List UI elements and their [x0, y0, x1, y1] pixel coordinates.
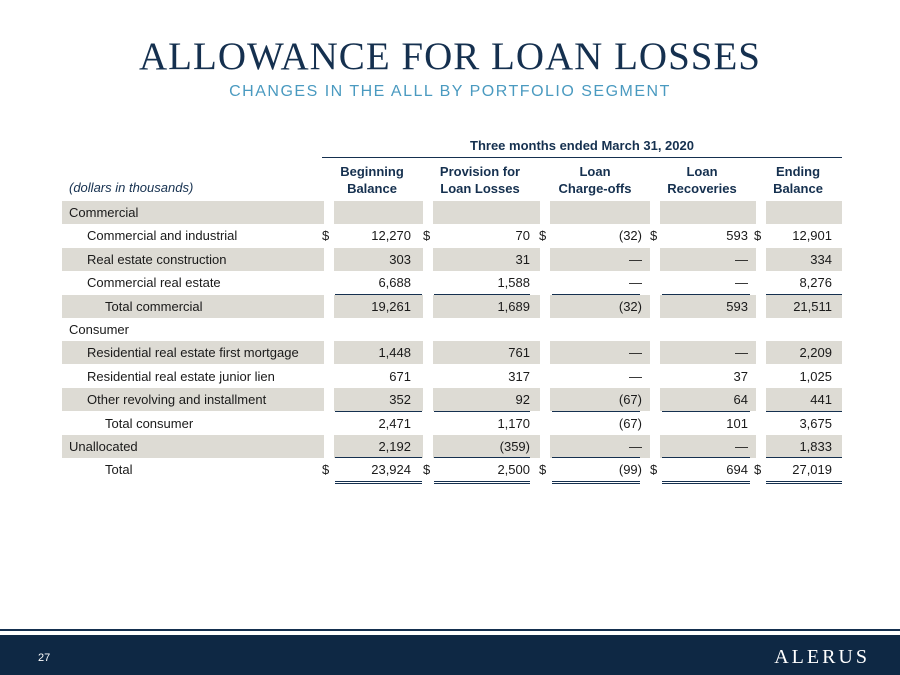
value-cell: 1,833 [799, 439, 832, 454]
subtotal-rule [335, 294, 422, 295]
value-cell: 761 [508, 345, 530, 361]
row-label: Unallocated [69, 439, 138, 454]
col-header-line1: Loan [579, 164, 611, 179]
total-double-rule [552, 481, 640, 484]
column-gap [650, 295, 660, 318]
total-double-rule [766, 481, 842, 484]
value-cell: — [735, 251, 748, 267]
table-row [62, 388, 842, 411]
table-row [62, 318, 842, 341]
value-cell: 64 [733, 392, 748, 408]
table-row [62, 224, 842, 247]
table-row [62, 295, 842, 318]
dollar-sign: $ [322, 228, 330, 244]
value-cell: 1,588 [497, 275, 530, 291]
value-cell: 70 [515, 228, 530, 244]
value-cell: 1,025 [799, 368, 832, 384]
column-gap [423, 388, 433, 411]
value-cell: 1,689 [497, 298, 530, 314]
value-cell: — [735, 439, 748, 454]
column-gap [423, 435, 433, 458]
value-cell: 694 [726, 462, 748, 478]
dollar-sign: $ [754, 228, 762, 244]
table-row [62, 435, 842, 458]
dollar-sign: $ [539, 462, 547, 478]
value-cell: (32) [618, 228, 642, 244]
col-header-line1: Loan [686, 164, 718, 179]
table-row [62, 271, 842, 294]
col-header-line2: Loan Losses [440, 181, 520, 196]
footer-rule [0, 629, 900, 631]
column-gap [650, 201, 660, 224]
table-row [62, 458, 842, 481]
col-header-line2: Charge-offs [558, 181, 632, 196]
row-label: Residential real estate first mortgage [87, 345, 299, 361]
value-cell: 101 [726, 415, 748, 431]
subtotal-rule [552, 457, 640, 458]
value-cell: — [629, 368, 642, 384]
table-row [62, 365, 842, 388]
table-row [62, 201, 842, 224]
column-gap [650, 341, 660, 364]
alerus-logo: ALERUS [774, 646, 870, 668]
column-gap [423, 341, 433, 364]
column-gap [324, 201, 334, 224]
dollar-sign: $ [650, 462, 658, 478]
col-header-line1: Beginning [340, 164, 404, 179]
dollar-sign: $ [423, 228, 431, 244]
value-cell: 12,901 [792, 228, 832, 244]
subtotal-rule [766, 457, 842, 458]
row-label: Residential real estate junior lien [87, 368, 275, 384]
page-title: ALLOWANCE FOR LOAN LOSSES [139, 35, 761, 78]
subtotal-rule [662, 457, 750, 458]
col-header-line1: Ending [775, 164, 821, 179]
subtotal-rule [662, 411, 750, 412]
value-cell: 303 [389, 251, 411, 267]
row-label: Total [105, 462, 133, 478]
value-cell: 671 [389, 368, 411, 384]
total-double-rule [335, 481, 422, 484]
row-label: Commercial [69, 205, 139, 220]
table-row [62, 412, 842, 435]
subtotal-rule [766, 294, 842, 295]
dollar-sign: $ [539, 228, 547, 244]
value-cell: 1,448 [378, 345, 411, 361]
column-gap [423, 248, 433, 271]
value-cell: — [735, 345, 748, 361]
subtotal-rule [434, 294, 530, 295]
value-cell: 593 [726, 228, 748, 244]
table-row [62, 248, 842, 271]
value-cell: — [629, 439, 642, 454]
value-cell: 593 [726, 298, 748, 314]
value-cell: — [735, 275, 748, 291]
dollar-sign: $ [322, 462, 330, 478]
row-label: Other revolving and installment [87, 392, 267, 408]
subtotal-rule [434, 457, 530, 458]
col-header-charge-offs [545, 163, 645, 197]
footer-bar [0, 635, 900, 675]
column-gap [540, 435, 550, 458]
value-cell: 27,019 [792, 462, 832, 478]
col-header-recoveries [652, 163, 752, 197]
value-cell: 19,261 [371, 298, 411, 314]
row-label: Commercial real estate [87, 275, 221, 291]
value-cell: 2,500 [497, 462, 530, 478]
column-gap [540, 295, 550, 318]
column-gap [756, 201, 766, 224]
value-cell: 317 [508, 368, 530, 384]
row-label: Commercial and industrial [87, 228, 238, 244]
subtotal-rule [335, 457, 422, 458]
dollar-sign: $ [650, 228, 658, 244]
page-number: 27 [38, 652, 51, 664]
table-row [62, 341, 842, 364]
page-subtitle: CHANGES IN THE ALLL BY PORTFOLIO SEGMENT [229, 83, 671, 100]
value-cell: 12,270 [371, 228, 411, 244]
column-gap [423, 201, 433, 224]
column-gap [423, 295, 433, 318]
value-cell: — [629, 251, 642, 267]
value-cell: 37 [733, 368, 748, 384]
value-cell: 6,688 [378, 275, 411, 291]
column-gap [540, 248, 550, 271]
subtotal-rule [552, 294, 640, 295]
units-label: (dollars in thousands) [69, 180, 194, 195]
period-header-rule [322, 157, 842, 158]
period-header: Three months ended March 31, 2020 [470, 138, 694, 153]
total-double-rule [434, 481, 530, 484]
column-gap [540, 388, 550, 411]
value-cell: — [629, 345, 642, 361]
value-cell: 92 [515, 392, 530, 408]
value-cell: 2,471 [378, 415, 411, 431]
col-header-beginning-balance [322, 163, 422, 197]
value-cell: (359) [499, 439, 530, 454]
column-gap [540, 341, 550, 364]
dollar-sign: $ [754, 462, 762, 478]
col-header-ending-balance [758, 163, 838, 197]
value-cell: — [629, 275, 642, 291]
total-double-rule [662, 481, 750, 484]
value-cell: 21,511 [793, 298, 832, 314]
value-cell: 352 [389, 392, 411, 408]
value-cell: 334 [810, 251, 832, 267]
column-gap [650, 248, 660, 271]
value-cell: 23,924 [371, 462, 411, 478]
value-cell: 31 [515, 251, 530, 267]
value-cell: 3,675 [799, 415, 832, 431]
row-label: Consumer [69, 322, 129, 337]
value-cell: (32) [618, 298, 642, 314]
col-header-line2: Balance [773, 181, 823, 196]
col-header-provision [430, 163, 530, 197]
subtotal-rule [335, 411, 422, 412]
value-cell: (67) [618, 415, 642, 431]
value-cell: 8,276 [799, 275, 832, 291]
subtotal-rule [434, 411, 530, 412]
value-cell: 1,170 [497, 415, 530, 431]
value-cell: (99) [618, 462, 642, 478]
row-label: Real estate construction [87, 251, 227, 267]
column-gap [650, 388, 660, 411]
value-cell: 2,209 [799, 345, 832, 361]
row-label: Total consumer [105, 415, 194, 431]
column-gap [650, 435, 660, 458]
dollar-sign: $ [423, 462, 431, 478]
subtotal-rule [766, 411, 842, 412]
subtotal-rule [662, 294, 750, 295]
value-cell: 441 [810, 392, 832, 408]
col-header-line2: Balance [347, 181, 397, 196]
value-cell: 2,192 [378, 439, 411, 454]
col-header-line2: Recoveries [667, 181, 737, 196]
column-gap [540, 201, 550, 224]
subtotal-rule [552, 411, 640, 412]
row-label: Total commercial [105, 298, 203, 314]
col-header-line1: Provision for [439, 164, 521, 179]
value-cell: (67) [618, 392, 642, 408]
